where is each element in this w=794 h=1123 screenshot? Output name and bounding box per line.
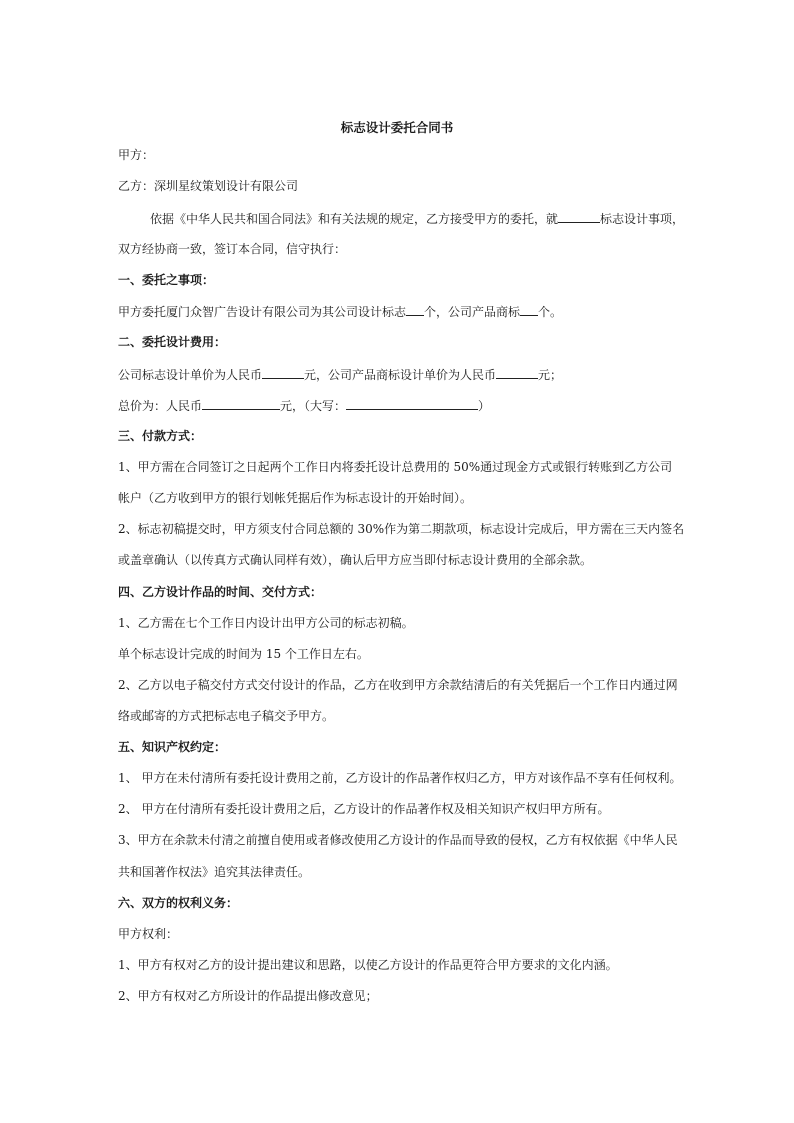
s2-text-b: 元，公司产品商标设计单价为人民币 [304,368,497,382]
section-3-item-1-line-1: 1、甲方需在合同签订之日起两个工作日内将委托设计总费用的 50%通过现金方式或银行转账到乙方公司 [118,460,673,474]
section-4-heading: 四、乙方设计作品的时间、交付方式： [118,585,323,599]
section-2-heading: 二、委托设计费用： [118,335,227,349]
logo-price-blank [262,366,304,379]
s2-total-a: 总价为：人民币 [118,399,203,413]
logo-count-blank [406,303,424,316]
section-5-item-3-line-2: 共和国著作权法》追究其法律责任。 [118,865,311,879]
section-6-heading: 六、双方的权利义务： [118,896,239,910]
section-6-subheading: 甲方权利： [118,927,179,941]
section-5-item-3-line-1: 3、甲方在余款未付清之前擅自使用或者修改使用乙方设计的作品而导致的侵权，乙方有权依据《中华人民 [118,833,678,847]
trademark-count-blank [520,303,538,316]
section-5-item-1: 1、 甲方在未付清所有委托设计费用之前，乙方设计的作品著作权归乙方，甲方对该作品不享有任何权利。 [118,771,682,785]
section-3-heading: 三、付款方式： [118,429,203,443]
document-title: 标志设计委托合同书 [340,120,454,135]
section-6-item-2: 2、甲方有权对乙方所设计的作品提出修改意见； [118,989,378,1003]
section-2-total-line [118,397,490,414]
section-5-item-2: 2、 甲方在付清所有委托设计费用之后，乙方设计的作品著作权及相关知识产权归甲方所有。 [118,802,610,816]
intro-text-2: 标志设计事项， [600,212,685,226]
s2-text-a: 公司标志设计单价为人民币 [118,368,263,382]
section-6-item-1: 1、甲方有权对乙方的设计提出建议和思路，以使乙方设计的作品更符合甲方要求的文化内涵。 [118,958,618,972]
project-name-blank [558,210,600,223]
section-4-duration: 单个标志设计完成的时间为 15 个工作日左右。 [118,647,369,661]
intro-text-1: 依据《中华人民共和国合同法》和有关法规的规定，乙方接受甲方的委托，就 [150,212,559,226]
party-b-line: 乙方：深圳星纹策划设计有限公司 [118,179,299,193]
total-amount-blank [202,397,280,410]
trademark-price-blank [496,366,538,379]
section-5-heading: 五、知识产权约定： [118,740,227,754]
intro-line-2: 双方经协商一致，签订本合同，信守执行： [118,242,347,256]
s2-total-c: ） [478,399,491,413]
s1-text-a: 甲方委托厦门众智广告设计有限公司为其公司设计标志 [118,305,407,319]
s2-total-b: 元，（大写： [280,399,347,413]
section-1-paragraph [118,303,562,320]
section-3-item-2-line-2: 或盖章确认（以传真方式确认同样有效），确认后甲方应当即付标志设计费用的全部余款。 [118,553,593,567]
s1-text-b: 个，公司产品商标 [424,305,521,319]
section-1-heading: 一、委托之事项： [118,273,215,287]
section-4-item-2-line-1: 2、乙方以电子稿交付方式交付设计的作品，乙方在收到甲方余款结清后的有关凭据后一个工作日内通过网 [118,678,678,692]
total-amount-words-blank [346,397,478,410]
s1-text-c: 个。 [538,305,563,319]
s2-text-c: 元； [538,368,563,382]
intro-paragraph [150,210,684,227]
section-2-price-line [118,366,562,383]
section-3-item-2-line-1: 2、标志初稿提交时，甲方须支付合同总额的 30%作为第二期款项，标志设计完成后，甲方需在三天内签名 [118,522,685,536]
party-a-line: 甲方： [118,148,155,162]
section-3-item-1-line-2: 帐户（乙方收到甲方的银行划帐凭据后作为标志设计的开始时间）。 [118,491,473,505]
section-4-item-2-line-2: 络或邮寄的方式把标志电子稿交予甲方。 [118,709,335,723]
section-4-item-1: 1、乙方需在七个工作日内设计出甲方公司的标志初稿。 [118,616,414,630]
